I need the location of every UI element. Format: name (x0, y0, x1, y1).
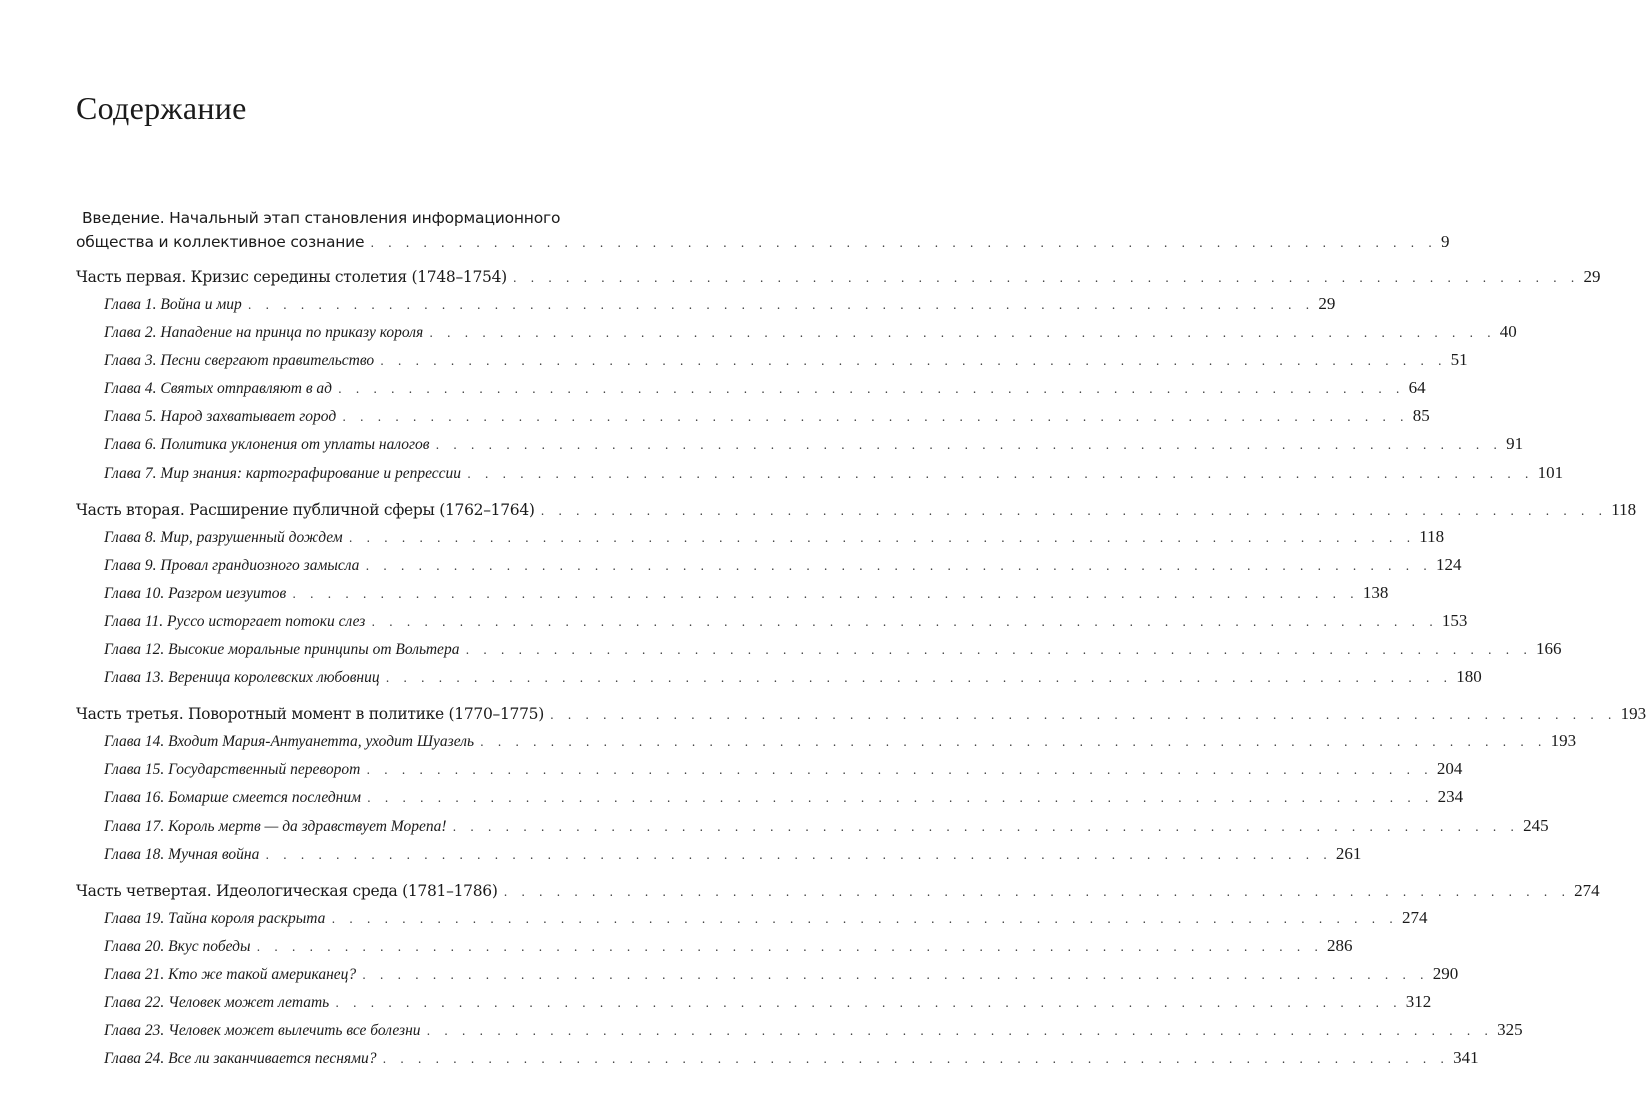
toc-chapter[interactable] (76, 318, 1517, 346)
toc-chapter-page: 234 (1437, 787, 1464, 807)
toc-chapter-title: Глава 20. Вкус победы (104, 937, 251, 955)
toc-chapter-title: Глава 23. Человек может вылечить все болезни (104, 1022, 421, 1040)
toc-chapter[interactable] (76, 374, 1426, 402)
toc-chapter[interactable] (76, 988, 1432, 1016)
toc-chapter-page: 85 (1412, 406, 1430, 426)
dot-leader (371, 608, 1438, 636)
dot-leader (465, 636, 1532, 664)
toc-part[interactable] (76, 701, 1646, 727)
toc-chapter-page: 64 (1408, 378, 1426, 398)
toc-chapter-title: Глава 15. Государственный переворот (104, 761, 361, 779)
toc-chapter[interactable] (76, 663, 1482, 691)
toc-chapter[interactable] (76, 727, 1577, 755)
toc-chapter-page: 40 (1499, 322, 1517, 342)
toc-chapter-title: Глава 12. Высокие моральные принципы от Вольтера (104, 641, 460, 659)
toc-chapter-page: 166 (1536, 639, 1562, 659)
toc-chapter-page: 153 (1441, 610, 1468, 630)
toc-chapter-page: 118 (1419, 526, 1445, 546)
toc-chapter-page: 101 (1537, 462, 1564, 482)
toc-chapter[interactable] (76, 402, 1430, 430)
dot-leader (335, 989, 1402, 1017)
toc-part-page: 193 (1620, 704, 1646, 724)
toc-chapter-title: Глава 4. Святых отправляют в ад (104, 380, 333, 398)
toc-chapter[interactable] (76, 1016, 1523, 1044)
toc-chapter-page: 325 (1497, 1020, 1523, 1040)
toc-chapter[interactable] (76, 346, 1468, 374)
toc-chapter[interactable] (76, 430, 1524, 458)
toc-chapter[interactable] (76, 932, 1353, 960)
toc-chapter-page: 91 (1506, 434, 1524, 454)
toc-chapter-title: Глава 8. Мир, разрушенный дождем (104, 528, 343, 546)
toc-chapter[interactable] (76, 783, 1464, 811)
toc-chapter-title: Глава 16. Бомарше смеется последним (104, 789, 362, 807)
toc-chapter[interactable] (76, 635, 1562, 663)
toc-chapter-page: 245 (1523, 815, 1549, 835)
toc-chapter[interactable] (76, 523, 1445, 551)
dot-leader (480, 728, 1547, 756)
toc-part-title: Часть третья. Поворотный момент в политике (1770–1775) (76, 705, 544, 724)
toc-chapter[interactable] (76, 459, 1564, 487)
dot-leader (366, 756, 1433, 784)
toc-part[interactable] (76, 264, 1601, 290)
toc-chapter-page: 341 (1453, 1048, 1479, 1068)
dot-leader (292, 580, 1359, 608)
toc-chapter[interactable] (76, 755, 1463, 783)
toc-part-page: 29 (1583, 267, 1601, 286)
toc-chapter-title: Глава 10. Разгром иезуитов (104, 584, 287, 602)
dot-leader (265, 841, 1332, 869)
toc-chapter[interactable] (76, 607, 1468, 635)
toc-chapter[interactable] (76, 812, 1549, 840)
toc-chapter-title: Глава 5. Народ захватывает город (104, 408, 337, 426)
toc-chapter-title: Глава 7. Мир знания: картографирование и репрессии (104, 464, 462, 482)
dot-leader (504, 879, 1571, 905)
dot-leader (429, 319, 1496, 347)
toc-chapter-page: 138 (1362, 582, 1389, 602)
dot-leader (541, 498, 1608, 524)
toc-chapter-title: Глава 18. Мучная война (104, 845, 260, 863)
toc-chapter-title: Глава 21. Кто же такой американец? (104, 965, 357, 983)
toc-part-title: Часть вторая. Расширение публичной сферы (1762–1764) (76, 500, 535, 519)
toc-chapter-title: Глава 9. Провал грандиозного замысла (104, 556, 360, 574)
toc-chapter-title: Глава 2. Нападение на принца по приказу короля (104, 324, 424, 342)
dot-leader (453, 813, 1520, 841)
toc-chapter[interactable] (76, 960, 1459, 988)
dot-leader (256, 933, 1323, 961)
toc-chapter-page: 193 (1550, 731, 1577, 751)
toc-chapter-title: Глава 6. Политика уклонения от уплаты налогов (104, 436, 430, 454)
dot-leader (427, 1017, 1494, 1045)
toc-part[interactable] (76, 497, 1637, 523)
toc-intro[interactable] (76, 230, 1450, 254)
toc-chapter-title: Глава 22. Человек может летать (104, 993, 330, 1011)
dot-leader (248, 291, 1315, 319)
toc-chapter-title: Глава 24. Все ли заканчивается песнями? (104, 1050, 377, 1068)
page-title: Содержание (76, 90, 247, 126)
dot-leader (467, 460, 1534, 488)
dot-leader (362, 961, 1429, 989)
toc-chapter-page: 204 (1436, 759, 1463, 779)
toc-chapter-page: 124 (1436, 554, 1462, 574)
dot-leader (380, 347, 1447, 375)
toc-chapter[interactable] (76, 290, 1336, 318)
toc-chapter-title: Глава 17. Король мертв — да здравствует Морепа! (104, 817, 447, 835)
table-of-contents (76, 206, 1646, 1072)
dot-leader (386, 664, 1453, 692)
toc-chapter-page: 274 (1402, 907, 1428, 927)
toc-chapter-title: Глава 14. Входит Мария-Антуанетта, уходит Шуазель (104, 733, 475, 751)
toc-part-page: 118 (1611, 499, 1637, 519)
toc-part[interactable] (76, 878, 1600, 904)
toc-chapter-title: Глава 11. Руссо исторгает потоки слез (104, 612, 366, 630)
dot-leader (550, 702, 1617, 728)
toc-chapter-page: 29 (1318, 294, 1336, 313)
dot-leader (513, 265, 1580, 291)
toc-intro-page: 9 (1440, 232, 1450, 251)
toc-part-title: Часть первая. Кризис середины столетия (1748–1754) (76, 268, 507, 286)
toc-chapter[interactable] (76, 579, 1389, 607)
dot-leader (365, 552, 1432, 580)
toc-chapter[interactable] (76, 840, 1362, 868)
toc-chapter-title: Глава 13. Вереница королевских любовниц (104, 669, 380, 687)
toc-chapter-title: Глава 3. Песни свергают правительство (104, 352, 375, 370)
dot-leader (338, 375, 1405, 403)
dot-leader (436, 431, 1503, 459)
dot-leader (370, 231, 1437, 255)
dot-leader (367, 784, 1434, 812)
dot-leader (349, 524, 1416, 552)
toc-chapter-page: 286 (1327, 935, 1353, 955)
toc-chapter-title: Глава 19. Тайна короля раскрыта (104, 909, 326, 927)
toc-chapter-page: 51 (1450, 350, 1468, 370)
toc-chapter-page: 261 (1335, 843, 1362, 863)
toc-parts (76, 264, 1646, 1072)
toc-part-page: 274 (1574, 880, 1600, 900)
toc-chapter-page: 290 (1432, 963, 1459, 983)
toc-part-title: Часть четвертая. Идеологическая среда (1781–1786) (76, 881, 498, 900)
toc-chapter[interactable] (76, 904, 1428, 932)
toc-chapter[interactable] (76, 1044, 1479, 1072)
dot-leader (383, 1045, 1450, 1073)
toc-chapter-page: 312 (1405, 991, 1432, 1011)
toc-chapter-page: 180 (1456, 667, 1482, 687)
toc-intro-line1: Введение. Начальный этап становления информационного (82, 209, 561, 227)
toc-intro-title: общества и коллективное сознание (76, 233, 365, 251)
toc-chapter-title: Глава 1. Война и мир (104, 296, 242, 313)
dot-leader (331, 905, 1398, 933)
toc-chapter[interactable] (76, 551, 1462, 579)
dot-leader (342, 403, 1409, 431)
